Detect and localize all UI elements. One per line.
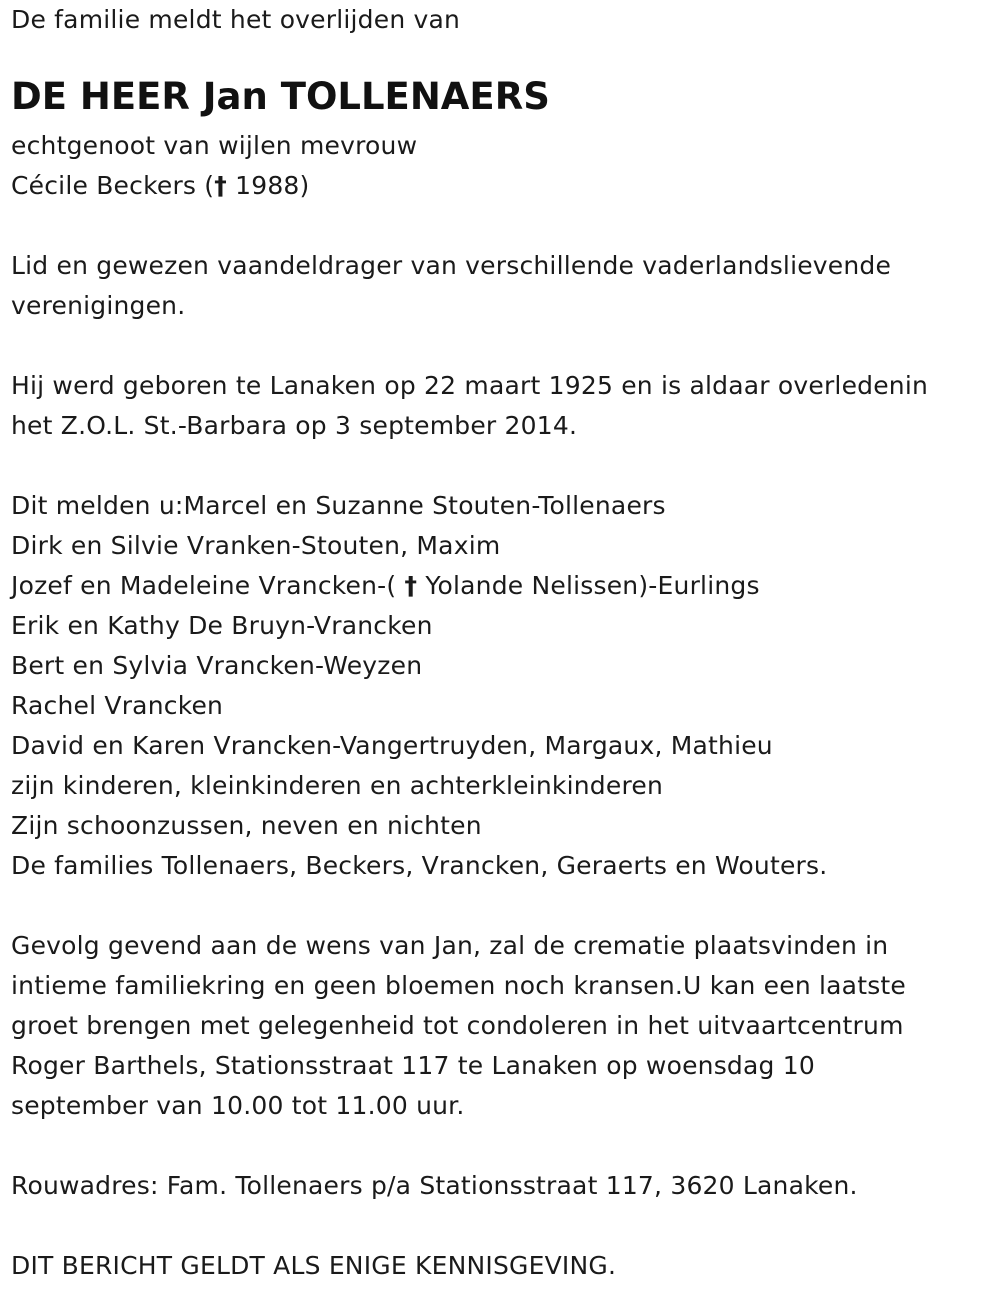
spacer [11,886,991,926]
mourning-address: Rouwadres: Fam. Tollenaers p/a Stationsstraat 117, 3620 Lanaken. [11,1171,858,1200]
family-line: Zijn schoonzussen, neven en nichten [11,811,482,840]
cremation-line: Gevolg gevend aan de wens van Jan, zal de crematie plaatsvinden in [11,931,889,960]
spouse-death-year: 1988) [235,171,310,200]
membership-line-2: verenigingen. [11,291,186,320]
cremation-line: intieme familiekring en geen bloemen noch kransen.U kan een laatste [11,971,907,1000]
family-line: Erik en Kathy De Bruyn-Vrancken [11,611,433,640]
cross-icon: † [404,571,418,600]
family-line: Rachel Vrancken [11,691,224,720]
cross-icon: † [214,171,227,200]
cremation-line: Roger Barthels, Stationsstraat 117 te Lanaken op woensdag 10 [11,1051,815,1080]
family-line-text: Yolande Nelissen)-Eurlings [417,571,760,600]
spouse-line-1: echtgenoot van wijlen mevrouw [11,131,418,160]
spacer [11,1206,991,1246]
family-line: De families Tollenaers, Beckers, Vrancken, Geraerts en Wouters. [11,851,828,880]
notice-text: DIT BERICHT GELDT ALS ENIGE KENNISGEVING. [11,1251,617,1280]
obituary-notice [11,0,991,1286]
family-line: David en Karen Vrancken-Vangertruyden, Margaux, Mathieu [11,731,773,760]
birth-death-line-2: het Z.O.L. St.-Barbara op 3 september 2014. [11,411,578,440]
cremation-line: september van 10.00 tot 11.00 uur. [11,1091,465,1120]
birth-death-line-1: Hij werd geboren te Lanaken op 22 maart 1925 en is aldaar overledenin [11,371,929,400]
spouse-line-2 [11,166,991,206]
deceased-name: DE HEER Jan TOLLENAERS [11,75,550,118]
family-line: Dit melden u:Marcel en Suzanne Stouten-Tollenaers [11,491,666,520]
intro-text: De familie meldt het overlijden van [11,5,461,34]
membership-line-1: Lid en gewezen vaandeldrager van verschillende vaderlandslievende [11,251,892,280]
family-line: Dirk en Silvie Vranken-Stouten, Maxim [11,531,501,560]
cremation-line: groet brengen met gelegenheid tot condoleren in het uitvaartcentrum [11,1011,904,1040]
spacer [11,326,991,366]
spouse-name: Cécile Beckers ( [11,171,215,200]
spacer [11,446,991,486]
spacer [11,1126,991,1166]
family-line: Bert en Sylvia Vrancken-Weyzen [11,651,423,680]
family-line: zijn kinderen, kleinkinderen en achterkleinkinderen [11,771,663,800]
family-line-text: Jozef en Madeleine Vrancken-( [11,571,405,600]
spacer [11,206,991,246]
family-line [11,566,991,606]
